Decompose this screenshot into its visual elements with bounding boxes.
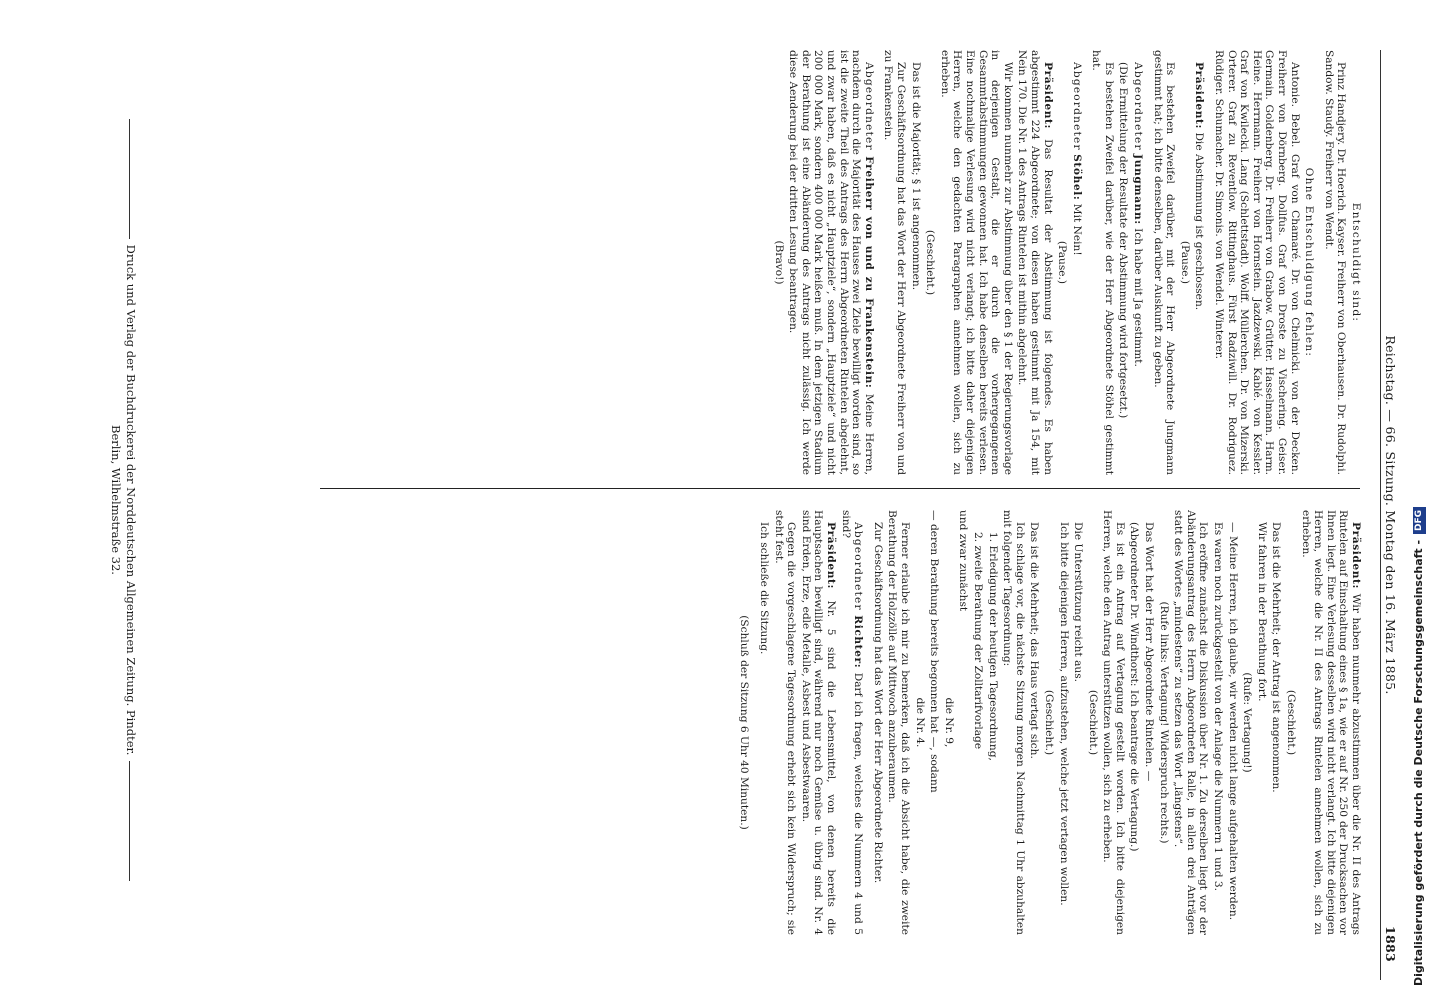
- speaker-label: Abgeordneter: [1132, 62, 1145, 151]
- page-number: 1883: [1383, 926, 1398, 962]
- paragraph: [1070, 50, 1083, 475]
- paragraph: [1193, 50, 1206, 475]
- speaker: Präsident:: [1041, 62, 1054, 130]
- paragraph: — deren Berathung bereits begonnen hat —, sodann: [928, 510, 941, 793]
- paragraph: Wir kommen nunmehr zur Abstimmung über den § 1 der Regierungsvorlage in derjenigen Gestalt, die er durch die vorhergegangenen Gesammtabstimmungen gewonnen hat. Ich habe denselben bereits verlesen. Eine nochmalige Verlesung wird nicht verlangt; ich bitte daher diejenigen Herren, welche den gedachten Paragraphen annehmen wollen, sich zu erheben.: [938, 50, 1014, 475]
- paragraph: Ferner erlaube ich mir zu bemerken, daß ich die Absicht habe, die zweite Berathung der Holzzölle auf Mittwoch anzuberaumen.: [886, 510, 911, 935]
- speech: Darf ich fragen, welches die Nummern 4 und 5 sind?: [839, 510, 865, 935]
- paragraph: [1016, 50, 1054, 475]
- reaction: (Pause.): [1056, 240, 1069, 285]
- reaction: (Pause.): [1178, 240, 1191, 285]
- paragraph: Wir fahren in der Berathung fort.: [1255, 522, 1268, 702]
- excused-heading: Entschuldigt sind:: [1350, 202, 1362, 323]
- paragraph: Es bestehen Zweifel darüber, mit der Herr Abgeordnete Jungmann gestimmt hat; ich bitte denselben, darüber Auskunft zu geben.: [1151, 50, 1177, 475]
- digitization-credit: [1409, 0, 1429, 1000]
- paragraph: [1132, 50, 1145, 475]
- session-end-note: (Schluß der Sitzung 6 Uhr 40 Minuten.): [738, 615, 751, 830]
- paragraph: Zur Geschäftsordnung hat das Wort der Herr Abgeordnete Richter.: [871, 522, 884, 884]
- absent-list: Antonie. Bebel. Graf von Chamaré. Dr. von Chelmicki. von der Decken. Freiherr von Dörnberg. Dollfus. Graf von Droste zu Vischering. Geiser. Germain. Goldenberg. Dr. Freiherr von Grabow. Grütter. Hasselmann. Harm. Heine. Herrmann. Freiherr von Hornstein. Jazdzewski. Kablé. von Kessler. Graf von Kwilecki. Lang (Schlettstadt). Wolff. Müllerchen. Dr. von Mizerski. Orterer. Graf zu Reventlow. Rittinghaus. Fürst Radziwill. Dr. Rodriguez. Rüdiger. Schumacher. Dr. Simonis. von Wendel. Winterer.: [1213, 50, 1301, 475]
- agenda-item: die Nr. 4.: [913, 697, 926, 748]
- column-divider: [320, 488, 1360, 489]
- speaker: Freiherr von und zu Frankenstein:: [862, 156, 875, 389]
- reaction: (Geschieht.): [1042, 689, 1055, 756]
- agenda-item: 1. Erledigung der heutigen Tagesordnung,: [986, 532, 999, 761]
- paragraph: Zur Geschäftsordnung hat das Wort der Herr Abgeordnete Freiherr von und zu Frankenstein.: [882, 50, 907, 475]
- speaker: Stöhel:: [1070, 154, 1083, 201]
- paragraph: — Meine Herren, ich glaube, wir werden nicht lange aufgehalten werden.: [1226, 522, 1239, 921]
- absent-heading: Ohne Entschuldigung fehlen:: [1303, 167, 1316, 358]
- paragraph: Das ist die Mehrheit; der Antrag ist angenommen.: [1270, 522, 1283, 793]
- dfg-logo-icon: DFG: [1413, 507, 1426, 534]
- speaker-label: Abgeordneter: [852, 522, 865, 611]
- speaker: Jungmann:: [1132, 154, 1145, 225]
- paragraph: [1299, 510, 1362, 935]
- speaker-label: Abgeordneter: [1070, 62, 1083, 151]
- paragraph: (Die Ermittelung der Resultate der Abstimmung wird fortgesetzt.): [1117, 62, 1130, 419]
- credit-text: Digitalisierung gefördert durch die Deutsche Forschungsgemeinschaft -: [1412, 539, 1425, 986]
- agenda-item: die Nr. 9,: [942, 697, 955, 748]
- reaction: (Bravo!): [772, 240, 785, 285]
- reaction: (Rufe: Vertagung!): [1241, 672, 1254, 773]
- imprint-line-1: Druck und Verlag der Buchdruckerei der Norddeutschen Allgemeinen Zeitung. Pindter.: [123, 20, 138, 980]
- page-header-title: Reichstag. — 66. Sitzung. Montag den 16. März 1885.: [1383, 335, 1398, 695]
- speech: Wir haben nunmehr abzustimmen über die Nr. II des Antrags Rintelen auf Einschaltung eines § 1a, wie er auf Nr. 250 der Drucksachen vor Ihnen liegt. Eine Verlesung desselben wird nicht verlangt. Ich bitte diejenigen Herren, welche die Nr. II des Antrags Rintelen annehmen wollen, sich zu erheben.: [1299, 510, 1362, 935]
- page-header: [1376, 50, 1400, 980]
- paragraph: (Abgeordneter Dr. Windthorst: Ich beantrage die Vertagung.): [1128, 522, 1141, 852]
- agenda-item: 2. zweite Berathung der Zolltarifvorlage: [971, 532, 984, 750]
- speech: Nr. 5 sind die Lebensmittel, von denen bereits die Hauptsachen bewilligt sind, während nur noch Gemüse u. übrig sind. Nr. 4 sind Erden, Erze, edle Metalle, Asbest und Asbestwaaren.: [799, 510, 838, 935]
- speaker: Präsident:: [1350, 522, 1362, 590]
- paragraph: [839, 510, 864, 935]
- paragraph: Es ist ein Antrag auf Vertagung gestellt worden. Ich bitte diejenigen Herren, welche den Antrag unterstützen wollen, sich zu erheben.: [1101, 510, 1126, 935]
- paragraph: Das ist die Mehrheit; das Haus vertagt sich.: [1028, 522, 1041, 759]
- excused-list: Prinz Handjery. Dr. Hoerich. Kayser. Freiherr von Oberhausen. Dr. Rudolphi. Sandow. Staudy. Freiherr von Wendt.: [1322, 50, 1348, 475]
- speaker: Richter:: [852, 615, 865, 669]
- paragraph: Ich schließe die Sitzung.: [758, 522, 771, 655]
- paragraph: Das ist die Majorität; § 1 ist angenommen.: [909, 62, 922, 291]
- imprint-line-2: Berlin, Wilhelmstraße 32.: [109, 425, 123, 575]
- paragraph: [799, 510, 837, 935]
- left-column: [770, 50, 1362, 475]
- speaker: Präsident:: [1193, 62, 1206, 130]
- reaction: (Rufe links: Vertagung! Widerspruch rechts.): [1157, 601, 1170, 844]
- paragraph: Ich eröffne zunächst die Diskussion über Nr. 1. Zu derselben liegt vor der Abänderungsantrag des Herrn Abgeordneten Ralle, in allen drei Anträgen statt des Wortes „mindestens“ zu setzen das Wort „längstens“.: [1172, 510, 1210, 935]
- speaker: Präsident:: [825, 522, 838, 590]
- paragraph: Gegen die vorgeschlagene Tagesordnung erhebt sich kein Widerspruch; sie steht fest.: [772, 510, 798, 935]
- reaction: (Geschieht.): [1086, 689, 1099, 756]
- speech: Meine Herren, nachdem durch die Majorität des Hauses zwei Ziele bewilligt worden sind, so ist die zweite Theil des Antrags des Herrn Abgeordneten Rintelen abgelehnt, und zwar haben, daß es nicht „Hauptziele“, sondern „Hauptziele“ und nicht 200 000 Mark, sondern 400 000 Mark heißen muß. In dem jetzigen Stadium der Berathung ist eine Abänderung des Antrags nicht zulässig. Ich werde diese Aenderung bei der dritten Lesung beantragen.: [787, 50, 875, 475]
- reaction: (Geschieht.): [1285, 689, 1298, 756]
- speech: Die Abstimmung ist geschlossen.: [1193, 132, 1206, 311]
- speaker-label: Abgeordneter: [862, 62, 875, 151]
- paragraph: Das Wort hat der Herr Abgeordnete Rintelen. —: [1143, 522, 1156, 782]
- reaction: (Geschieht.): [924, 229, 937, 296]
- right-column: [736, 510, 1362, 935]
- paragraph: Die Unterstützung reicht aus.: [1072, 522, 1085, 683]
- speech: Mit Nein!: [1070, 203, 1083, 256]
- header-rule: [1380, 50, 1381, 980]
- speech: Ich habe mit Ja gestimmt.: [1132, 228, 1145, 367]
- paragraph: Ich schlage vor, die nächste Sitzung morgen Nachmittag 1 Uhr abzuhalten mit folgender Tagesordnung:: [1001, 510, 1026, 935]
- imprint: [108, 20, 138, 980]
- speech: Das Resultat der Abstimmung ist folgendes. Es haben abgestimmt 224 Abgeordnete; von diesen haben gestimmt mit Ja 154, mit Nein 170. Die Nr. 1 des Antrags Rintelen ist mithin abgelehnt.: [1016, 50, 1054, 476]
- paragraph: Es bestehen Zweifel darüber, wie der Herr Abgeordnete Stöhel gestimmt hat.: [1090, 50, 1115, 475]
- paragraph: Ich bitte diejenigen Herren, aufzustehen, welche jetzt vertagen wollen.: [1057, 522, 1070, 906]
- paragraph: und zwar zunächst: [957, 510, 970, 612]
- paragraph: Es waren noch zurückgestellt von der Anlage die Nummern 1 und 3.: [1212, 522, 1225, 891]
- paragraph: [787, 50, 875, 475]
